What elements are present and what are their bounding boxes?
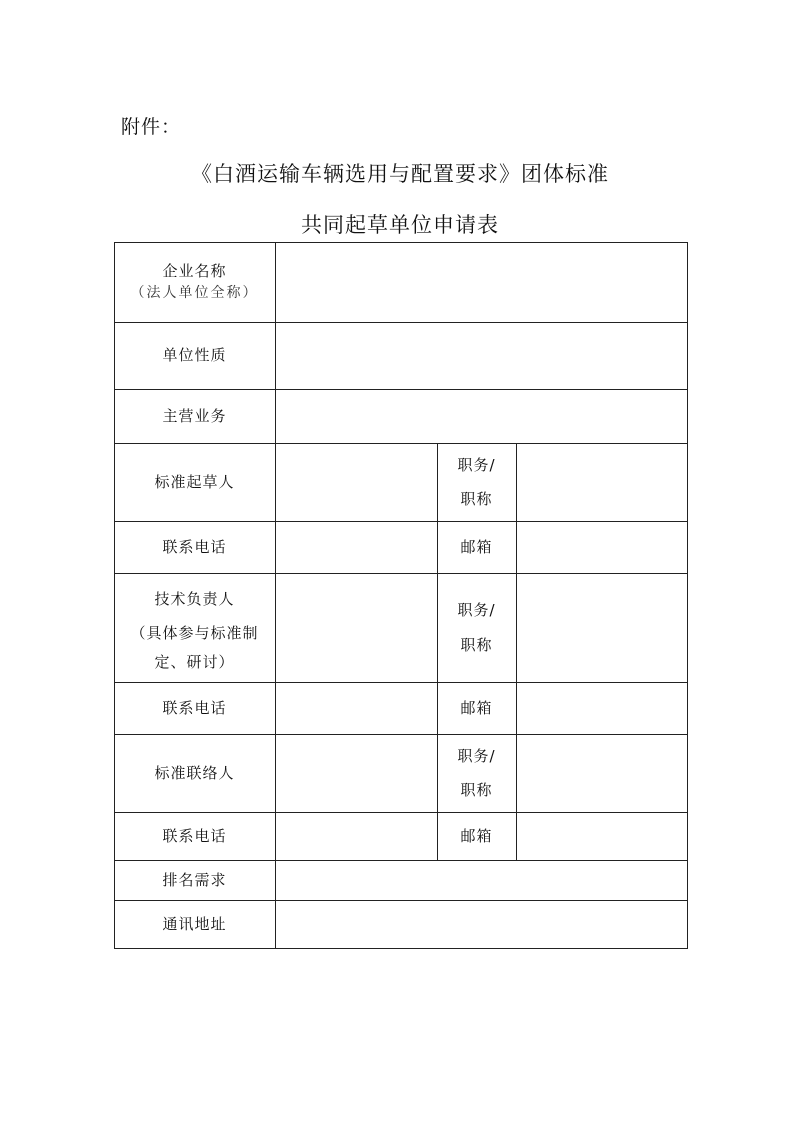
unit-nature-field[interactable] xyxy=(276,323,687,389)
title-label-b: 职称 xyxy=(460,635,493,654)
liaison-title-label-cell xyxy=(437,734,516,812)
ranking-label-cell xyxy=(114,860,275,900)
title-label-a: 职务/ xyxy=(457,746,496,765)
liaison-label-cell xyxy=(114,734,275,812)
drafter-phone-field[interactable] xyxy=(276,522,437,573)
drafter-email-label-cell xyxy=(437,521,516,573)
phone-label: 联系电话 xyxy=(162,826,227,845)
table-border-right xyxy=(687,242,688,949)
address-label: 通讯地址 xyxy=(162,914,227,933)
address-label-cell xyxy=(114,900,275,948)
liaison-email-field[interactable] xyxy=(517,813,687,860)
tech-lead-email-field[interactable] xyxy=(517,683,687,734)
table-border-bottom xyxy=(114,948,688,949)
drafter-email-field[interactable] xyxy=(517,522,687,573)
company-name-field[interactable] xyxy=(276,243,687,322)
ranking-label: 排名需求 xyxy=(162,870,227,889)
email-label: 邮箱 xyxy=(460,698,493,717)
tech-lead-label: 技术负责人 xyxy=(154,589,235,608)
drafter-label: 标准起草人 xyxy=(154,472,235,491)
ranking-field[interactable] xyxy=(276,861,687,900)
liaison-title-field[interactable] xyxy=(517,735,687,812)
liaison-label: 标准联络人 xyxy=(154,763,235,782)
title-label-b: 职称 xyxy=(460,781,493,799)
form-title: 共同起草单位申请表 xyxy=(301,213,499,237)
tech-lead-title-label-cell xyxy=(437,573,516,682)
tech-lead-note-b: 定、研讨） xyxy=(154,652,235,671)
title-label-a: 职务/ xyxy=(457,455,496,474)
main-business-field[interactable] xyxy=(276,390,687,443)
tech-lead-note-a: （具体参与标准制 xyxy=(130,624,259,643)
phone-label: 联系电话 xyxy=(162,698,227,717)
tech-lead-name-field[interactable] xyxy=(276,574,437,682)
attachment-label: 附件： xyxy=(121,116,182,138)
main-business-label-cell xyxy=(114,389,275,443)
application-form-table xyxy=(114,242,688,949)
phone-label: 联系电话 xyxy=(162,537,227,556)
tech-lead-label-cell xyxy=(114,573,275,682)
tech-lead-email-label-cell xyxy=(437,682,516,734)
liaison-email-label-cell xyxy=(437,812,516,860)
address-field[interactable] xyxy=(276,901,687,948)
company-name-label: 企业名称 xyxy=(162,262,227,281)
email-label: 邮箱 xyxy=(460,826,493,845)
company-name-note: （法人单位全称） xyxy=(130,284,259,301)
document-title: 《白酒运输车辆选用与配置要求》团体标准 xyxy=(191,162,609,186)
liaison-phone-field[interactable] xyxy=(276,813,437,860)
email-label: 邮箱 xyxy=(460,537,493,556)
tech-lead-phone-label-cell xyxy=(114,682,275,734)
drafter-title-field[interactable] xyxy=(517,444,687,521)
title-label-a: 职务/ xyxy=(457,601,496,619)
drafter-label-cell xyxy=(114,443,275,521)
unit-nature-label-cell xyxy=(114,322,275,389)
main-business-label: 主营业务 xyxy=(162,406,227,425)
tech-lead-title-field[interactable] xyxy=(517,574,687,682)
liaison-name-field[interactable] xyxy=(276,735,437,812)
drafter-name-field[interactable] xyxy=(276,444,437,521)
drafter-title-label-cell xyxy=(437,443,516,521)
company-name-label-cell xyxy=(114,242,275,322)
tech-lead-phone-field[interactable] xyxy=(276,683,437,734)
drafter-phone-label-cell xyxy=(114,521,275,573)
title-label-b: 职称 xyxy=(460,490,493,508)
unit-nature-label: 单位性质 xyxy=(162,346,227,365)
liaison-phone-label-cell xyxy=(114,812,275,860)
